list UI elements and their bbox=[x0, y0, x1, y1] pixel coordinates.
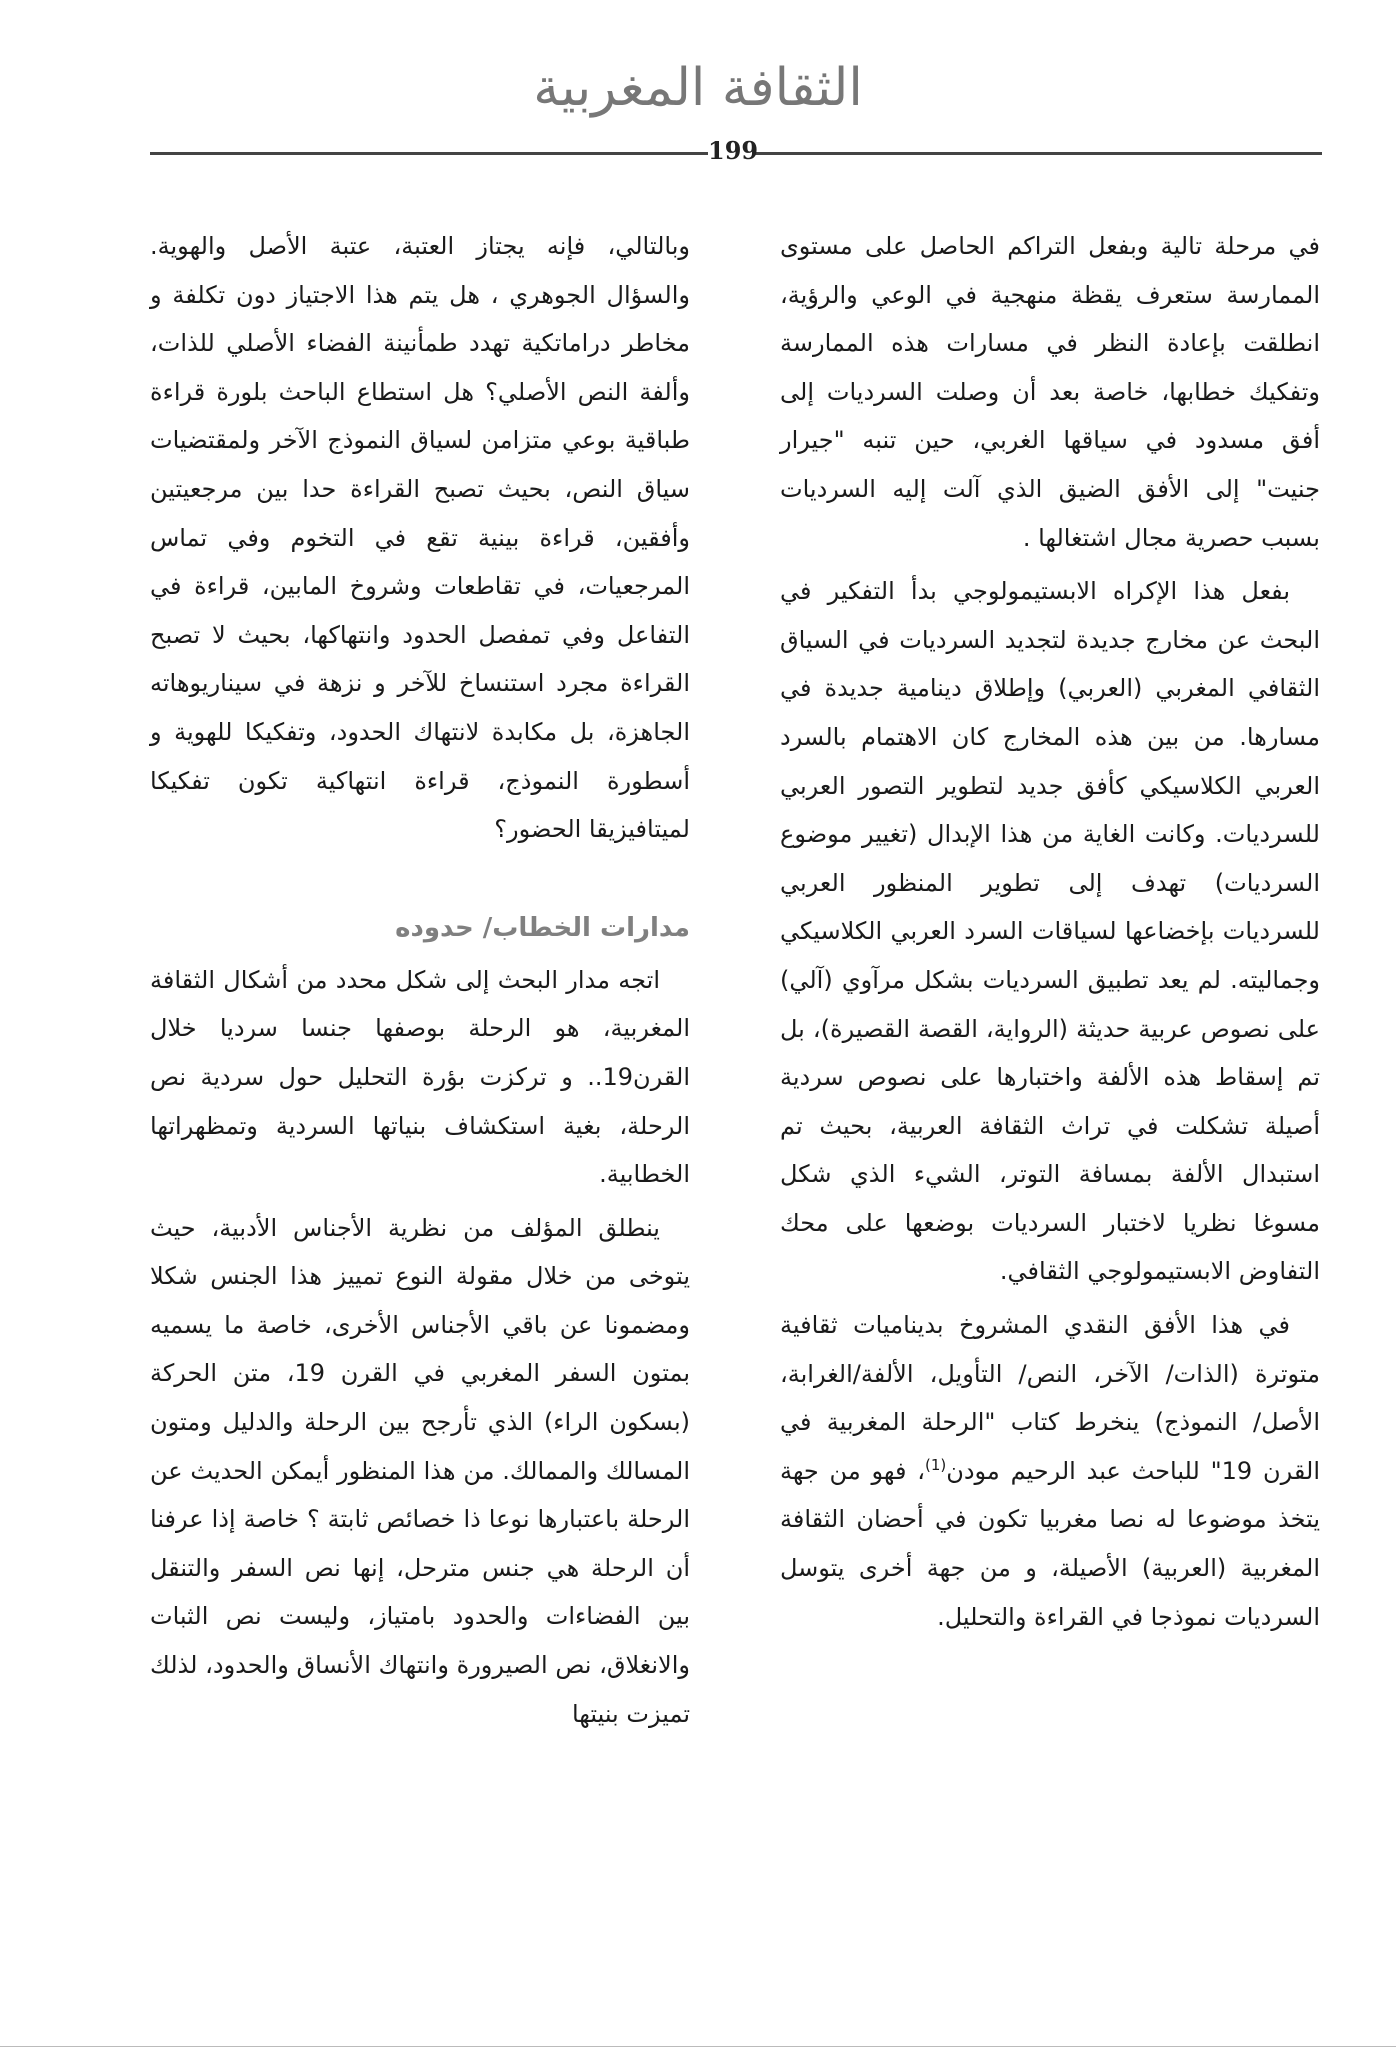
paragraph: ينطلق المؤلف من نظرية الأجناس الأدبية، حيث يتوخى من خلال مقولة النوع تمييز هذا الجنس شكلا ومضمونا عن باقي الأجناس الأخرى، خاصة ما يسميه بمتون السفر المغربي في القرن 19، متن الحركة (بسكون الراء) الذي تأرجح بين الرحلة والدليل ومتون المسالك والممالك. من هذا المنظور أيمكن الحديث عن الرحلة باعتبارها نوعا ذا خصائص ثابتة ؟ خاصة إذا عرفنا أن الرحلة هي جنس مترحل، إنها نص السفر والتنقل بين الفضاءات والحدود بامتياز، وليست نص الثبات والانغلاق، نص الصيرورة وانتهاك الأنساق والحدود، لذلك تميزت بنيتها bbox=[150, 1213, 690, 1728]
paragraph: بفعل هذا الإكراه الابستيمولوجي بدأ التفكير في البحث عن مخارج جديدة لتجديد السرديات في السياق الثقافي المغربي (العربي) وإطلاق دينامية جديدة في مسارها. من بين هذه المخارج كان الاهتمام بالسرد العربي الكلاسيكي كأفق جديد لتطوير التصور العربي للسرديات. وكانت الغاية من هذا الإبدال (تغيير موضوع السرديات) تهدف إلى تطوير المنظور العربي للسرديات بإخضاعها لسياقات السرد العربي الكلاسيكي وجماليته. لم يعد تطبيق السرديات بشكل مرآوي (آلي) على نصوص عربية حديثة (الرواية، القصة القصيرة)، بل تم إسقاط هذه الألفة واختبارها على نصوص سردية أصيلة تشكلت في تراث الثقافة العربية، بحيث تم استبدال الألفة بمسافة التوتر، الشيء الذي شكل مسوغا نظريا لاختبار السرديات بوضعها على محك التفاوض الابستيمولوجي الثقافي. bbox=[780, 577, 1320, 1286]
page-bottom-edge bbox=[0, 2046, 1396, 2047]
right-column bbox=[780, 222, 1320, 1641]
header-rule-right bbox=[752, 152, 1322, 155]
left-column bbox=[150, 222, 690, 1738]
paragraph-text: في هذا الأفق النقدي المشروخ بديناميات ثقافية متوترة (الذات/ الآخر، النص/ التأويل، الألفة/الغرابة، الأصل/ النموذج) ينخرط كتاب "الرحلة المغربية في القرن 19" للباحث عبد الرحيم مودن bbox=[780, 1311, 1320, 1485]
paragraph-text: ، فهو من جهة يتخذ موضوعا له نصا مغربيا تكون في أحضان الثقافة المغربية (العربية) الأصيلة، و من جهة أخرى يتوسل السرديات نموذجا في القراءة والتحليل. bbox=[780, 1456, 1320, 1631]
journal-title: الثقافة المغربية bbox=[533, 58, 863, 118]
paragraph: وبالتالي، فإنه يجتاز العتبة، عتبة الأصل والهوية. والسؤال الجوهري ، هل يتم هذا الاجتياز دون تكلفة و مخاطر دراماتكية تهدد طمأنينة الفضاء الأصلي للذات، وألفة النص الأصلي؟ هل استطاع الباحث بلورة قراءة طباقية بوعي متزامن لسياق النموذج الآخر ولمقتضيات سياق النص، بحيث تصبح القراءة حدا بين مرجعيتين وأفقين، قراءة بينية تقع في التخوم وفي تماس المرجعيات، في تقاطعات وشروخ المابين، قراءة في التفاعل وفي تمفصل الحدود وانتهاكها، بحيث لا تصبح القراءة مجرد استنساخ للآخر و نزهة في سيناريوهاته الجاهزة، بل مكابدة لانتهاك الحدود، وتفكيكا للهوية و أسطورة النموذج، قراءة انتهاكية تكون تفكيكا لميتافيزيقا الحضور؟ bbox=[150, 232, 690, 844]
paragraph bbox=[780, 1301, 1320, 1641]
header-rule-left bbox=[150, 152, 708, 155]
paragraph: اتجه مدار البحث إلى شكل محدد من أشكال الثقافة المغربية، هو الرحلة بوصفها جنسا سرديا خلال القرن19.. و تركزت بؤرة التحليل حول سردية نص الرحلة، بغية استكشاف بنياتها السردية وتمظهراتها الخطابية. bbox=[150, 965, 690, 1189]
section-heading: مدارات الخطاب/ حدوده bbox=[395, 912, 690, 943]
page-number: 199 bbox=[708, 136, 759, 165]
footnote-reference: (1) bbox=[924, 1455, 947, 1474]
paragraph: في مرحلة تالية وبفعل التراكم الحاصل على مستوى الممارسة ستعرف يقظة منهجية في الوعي والرؤية، انطلقت بإعادة النظر في مسارات هذه الممارسة وتفكيك خطابها، خاصة بعد أن وصلت السرديات إلى أفق مسدود في سياقها الغربي، حين تنبه "جيرار جنيت" إلى الأفق الضيق الذي آلت إليه السرديات بسبب حصرية مجال اشتغالها . bbox=[780, 232, 1320, 552]
